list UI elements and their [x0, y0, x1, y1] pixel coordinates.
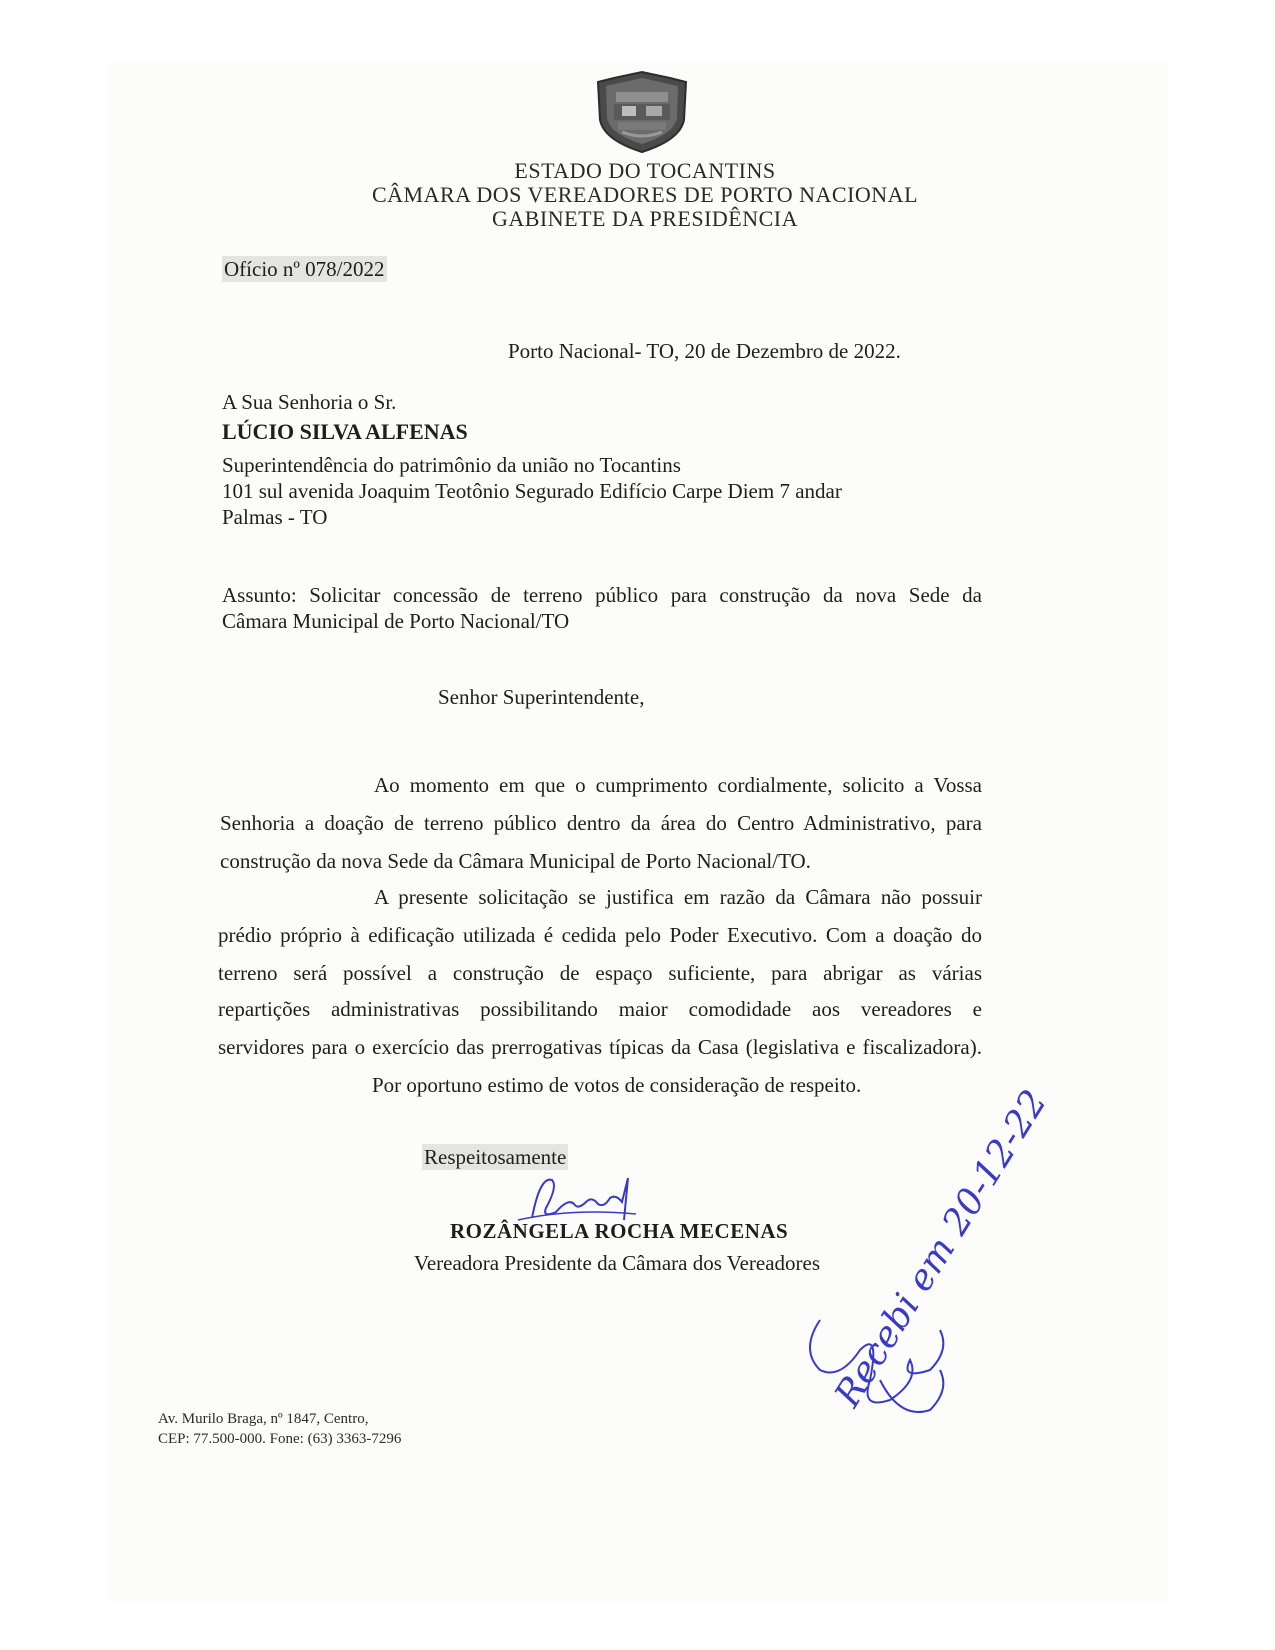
oficio-number: Ofício nº 078/2022	[224, 257, 385, 281]
recipient-city: Palmas - TO	[222, 505, 328, 529]
paragraph2-line5: servidores para o exercício das prerrogativas típicas da Casa (legislativa e fiscalizadora).	[218, 1035, 982, 1059]
recipient-salutation: A Sua Senhoria o Sr.	[222, 390, 397, 414]
paragraph2-line4: repartições administrativas possibilitando maior comodidade aos vereadores e	[218, 997, 982, 1021]
signer-name: ROZÂNGELA ROCHA MECENAS	[450, 1219, 789, 1243]
footer-contact: CEP: 77.500-000. Fone: (63) 3363-7296	[158, 1431, 402, 1447]
greeting: Senhor Superintendente,	[438, 685, 645, 709]
signer-title: Vereadora Presidente da Câmara dos Vereadores	[414, 1251, 821, 1275]
footer-address: Av. Murilo Braga, nº 1847, Centro,	[158, 1411, 369, 1427]
header-chamber: CÂMARA DOS VEREADORES DE PORTO NACIONAL	[371, 182, 919, 207]
camara-crest-seal	[592, 68, 692, 154]
received-note-text: Recebi em 20-12-22	[827, 1083, 1056, 1415]
paragraph1-line1: Ao momento em que o cumprimento cordialmente, solicito a Vossa	[374, 773, 982, 797]
recipient-organization: Superintendência do patrimônio da união no Tocantins	[222, 453, 681, 477]
paragraph2-line3: terreno será possível a construção de espaço suficiente, para abrigar as várias	[218, 961, 982, 985]
paragraph2-line2: prédio próprio à edificação utilizada é cedida pelo Poder Executivo. Com a doação do	[218, 923, 982, 947]
header-office: GABINETE DA PRESIDÊNCIA	[491, 206, 799, 231]
paragraph3: Por oportuno estimo de votos de consideração de respeito.	[372, 1073, 862, 1097]
handwritten-receipt-note	[780, 1080, 1120, 1440]
closing: Respeitosamente	[424, 1145, 567, 1169]
date-line: Porto Nacional- TO, 20 de Dezembro de 2022.	[508, 339, 901, 363]
header-state: ESTADO DO TOCANTINS	[514, 158, 776, 183]
paragraph2-line1: A presente solicitação se justifica em razão da Câmara não possuir	[374, 885, 982, 909]
paragraph1-line3: construção da nova Sede da Câmara Municipal de Porto Nacional/TO.	[220, 849, 811, 873]
subject-line-2: Câmara Municipal de Porto Nacional/TO	[222, 609, 570, 633]
paragraph1-line2: Senhoria a doação de terreno público dentro da área do Centro Administrativo, para	[220, 811, 982, 835]
subject-line-1: Assunto: Solicitar concessão de terreno público para construção da nova Sede da	[222, 583, 982, 607]
recipient-name: LÚCIO SILVA ALFENAS	[222, 419, 468, 444]
recipient-address: 101 sul avenida Joaquim Teotônio Segurado Edifício Carpe Diem 7 andar	[222, 479, 842, 503]
